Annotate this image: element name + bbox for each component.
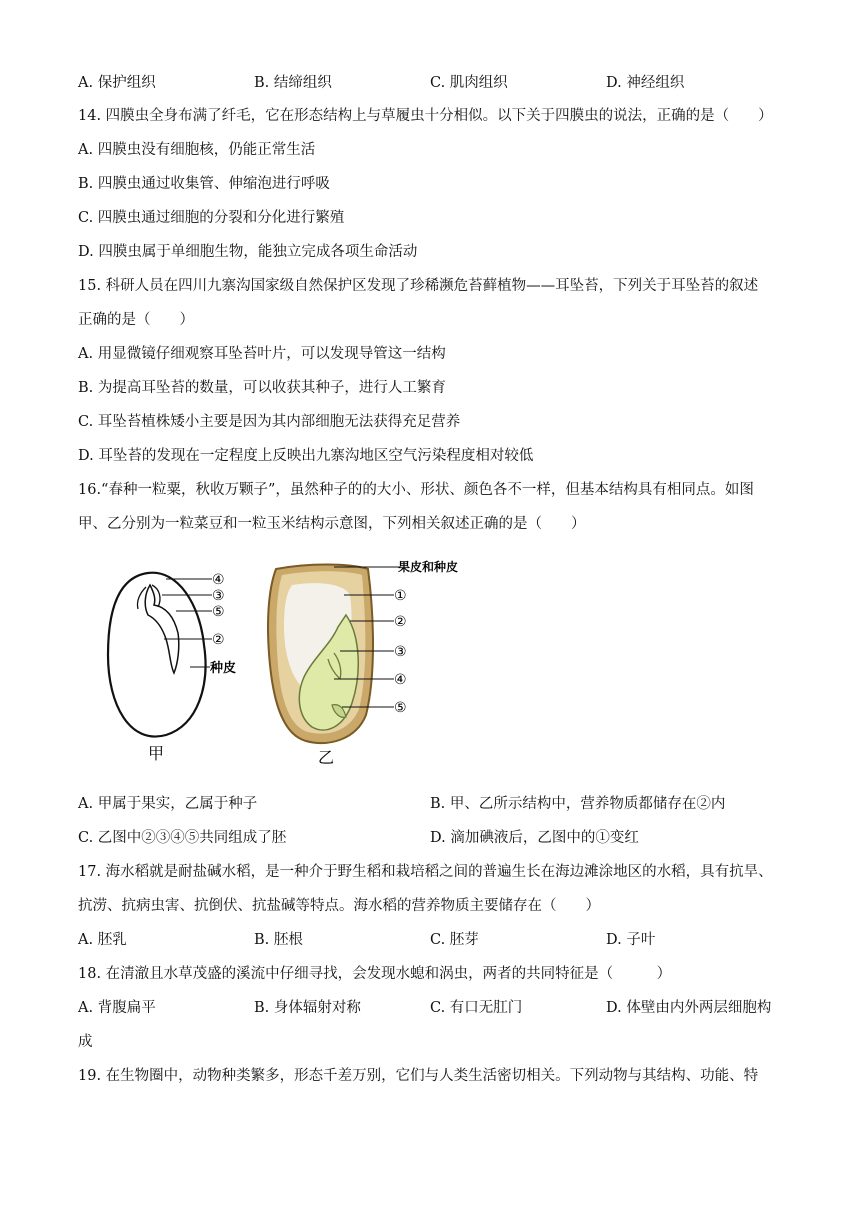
q14-option-c: C. 四膜虫通过细胞的分裂和分化进行繁殖 <box>78 210 345 226</box>
q17-stem-line2: 抗涝、抗病虫害、抗倒伏、抗盐碱等特点。海水稻的营养物质主要储存在（ ） <box>78 898 600 914</box>
corn-label-1: ① <box>394 588 407 604</box>
q18-stem: 18. 在清澈且水草茂盛的溪流中仔细寻找，会发现水螅和涡虫，两者的共同特征是（ ） <box>78 966 672 982</box>
bean-label-seed-coat: 种皮 <box>210 661 237 676</box>
q15-stem-line2: 正确的是（ ） <box>78 312 194 328</box>
q14-option-b: B. 四膜虫通过收集管、伸缩泡进行呼吸 <box>78 176 330 192</box>
q15-option-c: C. 耳坠苔植株矮小主要是因为其内部细胞无法获得充足营养 <box>78 414 461 430</box>
q18-options <box>78 998 798 1018</box>
corn-kernel-diagram <box>268 559 458 767</box>
q18-option-d: D. 体壁由内外两层细胞构 <box>606 1000 772 1016</box>
q14-stem: 14. 四膜虫全身布满了纤毛，它在形态结构上与草履虫十分相似。以下关于四膜虫的说法，正确的是（ ） <box>78 108 773 124</box>
q16-option-d: D. 滴加碘液后，乙图中的①变红 <box>430 830 639 846</box>
q15-option-d: D. 耳坠苔的发现在一定程度上反映出九寨沟地区空气污染程度相对较低 <box>78 448 534 464</box>
q16-stem-line2: 甲、乙分别为一粒菜豆和一粒玉米结构示意图，下列相关叙述正确的是（ ） <box>78 516 586 532</box>
q17-options <box>78 930 798 950</box>
q17-option-a: A. 胚乳 <box>78 932 127 948</box>
q16-option-c: C. 乙图中②③④⑤共同组成了胚 <box>78 830 287 846</box>
bean-label-3: ③ <box>212 588 225 604</box>
q13-option-b: B. 结缔组织 <box>254 75 332 91</box>
q16-option-a: A. 甲属于果实，乙属于种子 <box>78 796 258 812</box>
bean-label-5: ⑤ <box>212 604 225 620</box>
q18-option-d-continuation: 成 <box>78 1034 93 1050</box>
q15-option-b: B. 为提高耳坠苔的数量，可以收获其种子，进行人工繁育 <box>78 380 446 396</box>
q16-stem-line1: 16.“春种一粒粟，秋收万颗子”，虽然种子的的大小、形状、颜色各不一样，但基本结构具有相同点。如图 <box>78 482 754 498</box>
corn-label-2: ② <box>394 614 407 630</box>
q17-option-c: C. 胚芽 <box>430 932 479 948</box>
q13-option-c: C. 肌肉组织 <box>430 75 508 91</box>
corn-label-pericarp-seedcoat: 果皮和种皮 <box>398 560 459 574</box>
seed-structure-figure <box>78 555 478 775</box>
q16-option-b: B. 甲、乙所示结构中，营养物质都储存在②内 <box>430 796 726 812</box>
q13-options <box>78 73 798 93</box>
q16-options-row1 <box>78 794 798 814</box>
q13-option-a: A. 保护组织 <box>78 75 156 91</box>
corn-label-3: ③ <box>394 644 407 660</box>
q13-option-d: D. 神经组织 <box>606 75 685 91</box>
q16-options-row2 <box>78 828 798 848</box>
corn-label-5: ⑤ <box>394 700 407 716</box>
q18-option-c: C. 有口无肛门 <box>430 1000 523 1016</box>
bean-seed-outline <box>108 573 205 737</box>
bean-seed-diagram <box>108 572 236 763</box>
q15-option-a: A. 用显微镜仔细观察耳坠苔叶片，可以发现导管这一结构 <box>78 346 446 362</box>
q18-option-b: B. 身体辐射对称 <box>254 1000 361 1016</box>
q14-option-a: A. 四膜虫没有细胞核，仍能正常生活 <box>78 142 316 158</box>
bean-label-2: ② <box>212 632 225 648</box>
q15-stem-line1: 15. 科研人员在四川九寨沟国家级自然保护区发现了珍稀濒危苔藓植物——耳坠苔，下列关于耳坠苔的叙述 <box>78 278 759 294</box>
q19-stem: 19. 在生物圈中，动物种类繁多，形态千差万别，它们与人类生活密切相关。下列动物与其结构、功能、特 <box>78 1068 759 1084</box>
q14-option-d: D. 四膜虫属于单细胞生物，能独立完成各项生命活动 <box>78 244 418 260</box>
bean-label-4: ④ <box>212 572 225 588</box>
corn-caption: 乙 <box>318 748 335 767</box>
q17-option-d: D. 子叶 <box>606 932 656 948</box>
q17-option-b: B. 胚根 <box>254 932 303 948</box>
bean-caption: 甲 <box>148 744 165 763</box>
q18-option-a: A. 背腹扁平 <box>78 1000 156 1016</box>
corn-label-4: ④ <box>394 672 407 688</box>
q17-stem-line1: 17. 海水稻就是耐盐碱水稻，是一种介于野生稻和栽培稻之间的普遍生长在海边滩涂地区的水稻，具有抗旱、 <box>78 864 773 880</box>
